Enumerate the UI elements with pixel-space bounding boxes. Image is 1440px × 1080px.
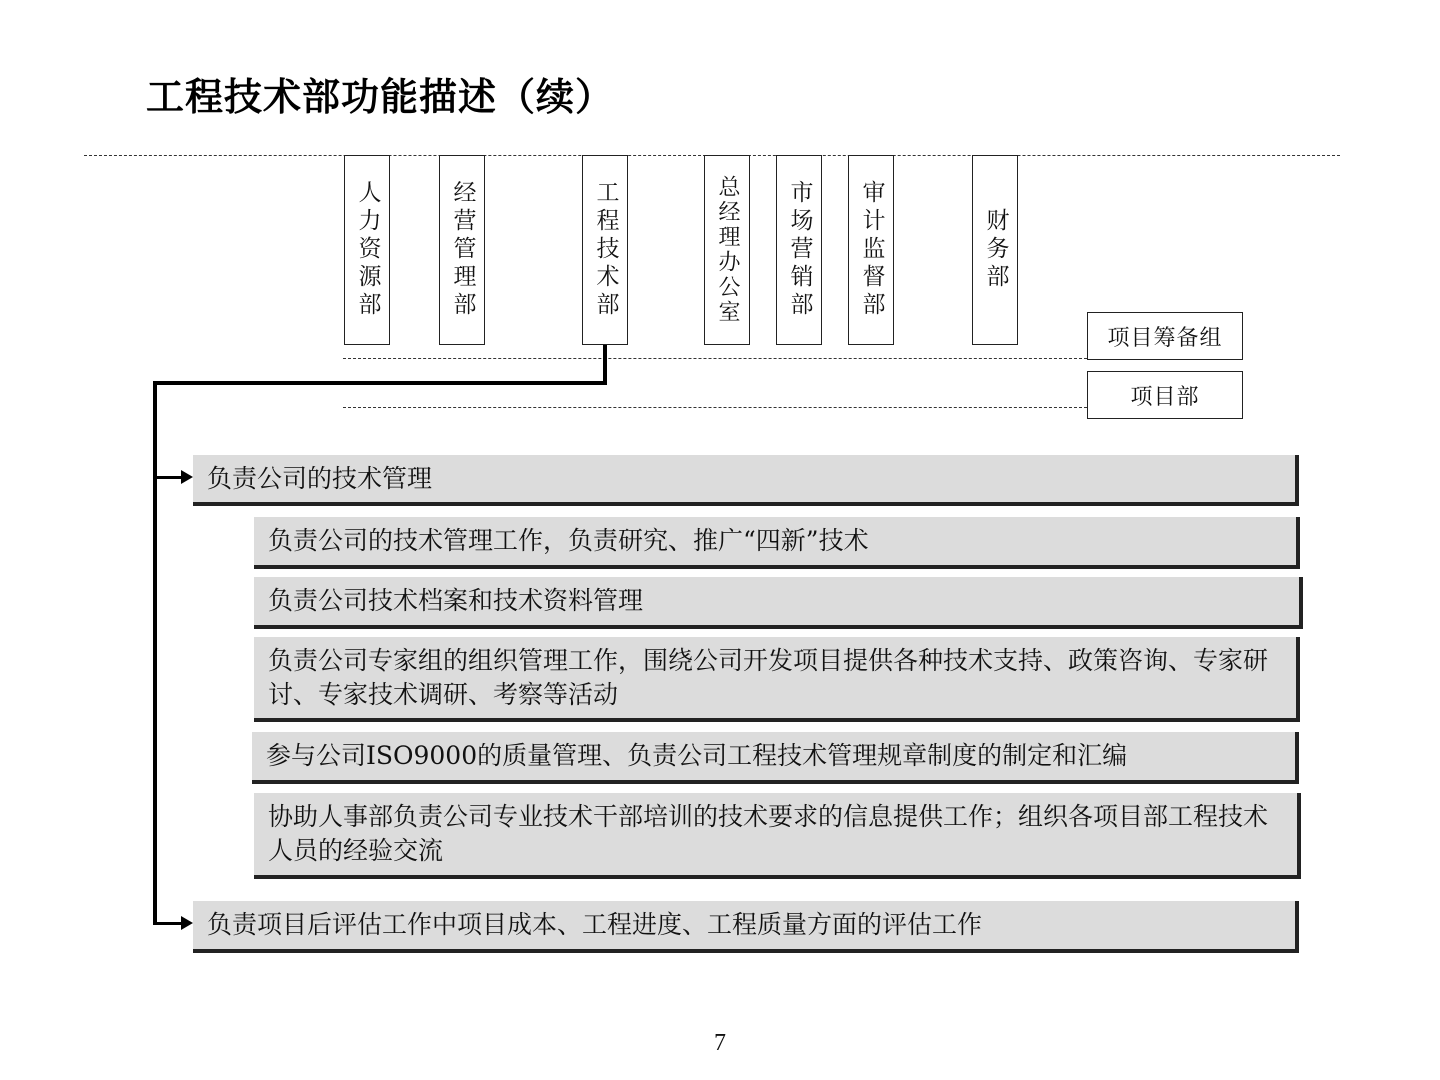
sub-function-text: 负责公司技术档案和技术资料管理 xyxy=(268,586,644,615)
connector-vertical-top xyxy=(603,345,607,385)
dept-label: 工程技术部 xyxy=(592,180,619,320)
main-function-text: 负责项目后评估工作中项目成本、工程进度、工程质量方面的评估工作 xyxy=(207,910,983,939)
dept-box-engineering-technology xyxy=(582,155,628,345)
dept-box-marketing xyxy=(776,155,822,345)
sub-function-bar-3 xyxy=(254,637,1300,722)
project-prep-group-box: 项目筹备组 xyxy=(1087,312,1243,360)
sub-function-text: 参与公司ISO9000的质量管理、负责公司工程技术管理规章制度的制定和汇编 xyxy=(266,741,1128,770)
dept-label: 财务部 xyxy=(982,208,1009,292)
dept-label: 总经理办公室 xyxy=(715,175,740,325)
sub-function-text: 负责公司专家组的组织管理工作，围绕公司开发项目提供各种技术支持、政策咨询、专家研讨、专家技术调研、考察等活动 xyxy=(268,645,1269,709)
project-dept-box: 项目部 xyxy=(1087,371,1243,419)
dept-box-business-management xyxy=(439,155,485,345)
dept-label: 市场营销部 xyxy=(786,180,813,320)
connector-branch-2 xyxy=(153,922,183,925)
sub-function-bar-2 xyxy=(254,577,1303,629)
dashed-line-project-dept xyxy=(343,407,1087,408)
dept-box-finance xyxy=(972,155,1018,345)
dept-box-audit xyxy=(848,155,894,345)
sub-function-bar-4 xyxy=(252,732,1299,784)
sub-function-bar-1 xyxy=(254,517,1300,569)
dashed-line-project-prep xyxy=(343,358,1087,359)
dept-label: 经营管理部 xyxy=(449,180,476,320)
dept-label: 人力资源部 xyxy=(354,180,381,320)
arrow-right-icon xyxy=(181,916,193,930)
page-title: 工程技术部功能描述（续） xyxy=(146,75,615,119)
sub-function-bar-5 xyxy=(254,793,1301,879)
connector-horizontal-top xyxy=(153,381,607,385)
main-function-text: 负责公司的技术管理 xyxy=(207,463,433,493)
dept-box-hr xyxy=(344,155,390,345)
page-number: 7 xyxy=(714,1030,726,1056)
connector-branch-1 xyxy=(153,476,183,479)
arrow-right-icon xyxy=(181,470,193,484)
sub-function-text: 负责公司的技术管理工作，负责研究、推广“四新”技术 xyxy=(268,526,869,555)
dept-box-general-office xyxy=(704,155,750,345)
connector-vertical-left xyxy=(153,381,157,925)
main-function-bar-tech-management xyxy=(193,455,1299,506)
main-function-bar-post-evaluation xyxy=(193,901,1299,953)
sub-function-text: 协助人事部负责公司专业技术干部培训的技术要求的信息提供工作；组织各项目部工程技术人员的经验交流 xyxy=(268,802,1269,865)
dept-label: 审计监督部 xyxy=(858,180,885,320)
